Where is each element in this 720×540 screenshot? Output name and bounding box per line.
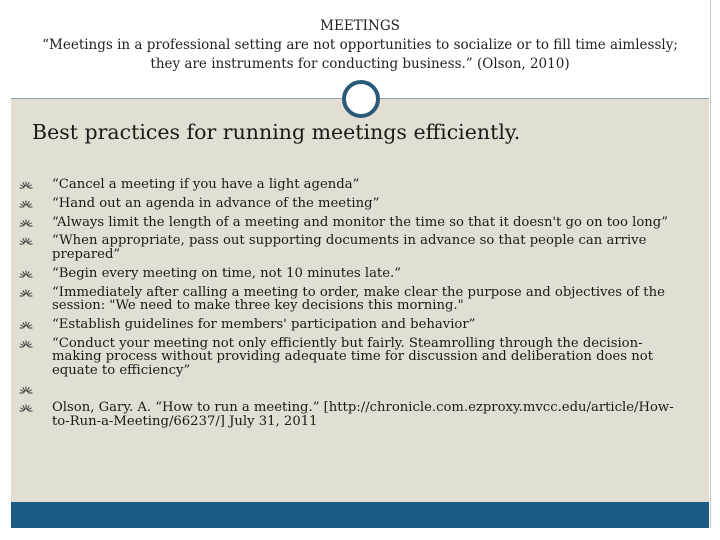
quote-line-1: “Meetings in a professional setting are not opportunities to socialize or to fill time aimlessly; (42, 37, 678, 53)
sunburst-bullet-icon (19, 338, 33, 349)
sunburst-bullet-icon (19, 179, 33, 190)
bullet-text: “When appropriate, pass out supporting documents in advance so that people can arrive prepared” (52, 233, 647, 262)
list-item (19, 286, 689, 313)
sunburst-bullet-icon (19, 287, 33, 298)
content-heading: Best practices for running meetings efficiently. (32, 120, 521, 144)
sunburst-bullet-icon (19, 268, 33, 279)
sunburst-bullet-icon (19, 198, 33, 209)
bullet-text: “Cancel a meeting if you have a light agenda” (52, 177, 360, 192)
slide-title: MEETINGS (320, 18, 400, 34)
bullet-text: “Begin every meeting on time, not 10 minutes late.” (52, 265, 401, 281)
sunburst-bullet-icon (19, 402, 33, 413)
sunburst-bullet-icon (19, 217, 33, 228)
list-item (19, 318, 689, 332)
quote-line-2: they are instruments for conducting business.” (Olson, 2010) (150, 56, 570, 72)
bullet-text: Olson, Gary. A. “How to run a meeting.” [http://chronicle.com.ezproxy.mvcc.edu/article/How-to-Run-a-Meeting/66237/] July 31, 2011 (52, 400, 674, 429)
bullet-text: “Hand out an agenda in advance of the meeting” (52, 195, 380, 211)
list-item (19, 267, 689, 281)
list-item-citation (19, 401, 689, 428)
sunburst-bullet-icon (19, 235, 33, 246)
bullet-list (19, 178, 689, 434)
list-item-empty (19, 383, 689, 397)
bullet-text: “Always limit the length of a meeting and monitor the time so that it doesn't go on too long” (52, 214, 668, 230)
list-item (19, 234, 689, 261)
bullet-text: “Immediately after calling a meeting to order, make clear the purpose and objectives of the session: "We need to make three key decisions this morning." (52, 284, 665, 314)
sunburst-bullet-icon (19, 319, 33, 330)
list-item (19, 197, 689, 211)
divider-circle-ornament (342, 80, 380, 118)
sunburst-bullet-icon (19, 384, 33, 395)
list-item (19, 216, 689, 230)
list-item (19, 178, 689, 192)
footer-accent-bar (11, 502, 709, 528)
bullet-text: “Establish guidelines for members' participation and behavior” (52, 316, 476, 332)
bullet-text: “Conduct your meeting not only efficiently but fairly. Steamrolling through the decision-making process without providing adequate time for discussion and deliberation does not equate to efficiency” (52, 335, 653, 378)
list-item (19, 337, 689, 378)
